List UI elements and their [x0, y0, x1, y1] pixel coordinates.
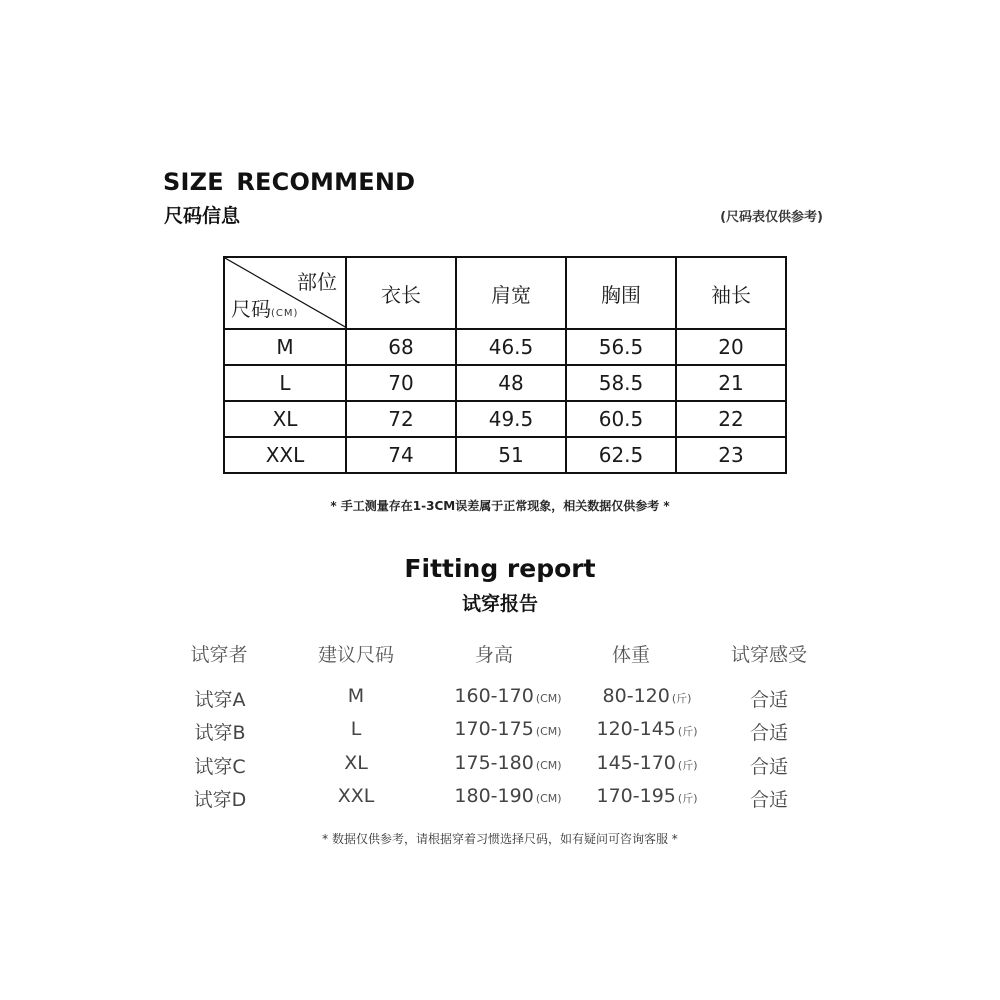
size-table — [223, 256, 787, 474]
fitting-header-height: 身高 — [474, 644, 514, 666]
weight-unit-label: (斤) — [677, 759, 698, 772]
weight-unit-label: (斤) — [677, 725, 698, 738]
fitting-size-cell: M — [347, 685, 365, 707]
fitting-header-feeling: 试穿感受 — [730, 644, 808, 666]
value-cell: 58.5 — [566, 365, 676, 401]
value-cell: 74 — [346, 437, 456, 473]
table-row — [224, 401, 786, 437]
height-unit-label: (CM) — [535, 792, 562, 805]
fitting-height-cell: 170-175 (CM) — [454, 718, 562, 740]
column-header: 胸围 — [566, 257, 676, 329]
fitting-height-cell: 160-170 (CM) — [454, 685, 562, 707]
fitting-size-cell: L — [350, 718, 362, 740]
fitting-title-en: Fitting report — [404, 554, 596, 583]
value-cell: 49.5 — [456, 401, 566, 437]
fitting-height-cell: 180-190 (CM) — [454, 785, 562, 807]
weight-unit-label: (斤) — [671, 692, 692, 705]
fitting-feeling-cell: 合适 — [749, 789, 789, 811]
value-cell: 22 — [676, 401, 786, 437]
column-header: 袖长 — [676, 257, 786, 329]
height-unit-label: (CM) — [535, 725, 562, 738]
fitting-weight-cell: 170-195 (斤) — [596, 785, 698, 807]
table-row — [224, 329, 786, 365]
value-cell: 46.5 — [456, 329, 566, 365]
value-cell: 21 — [676, 365, 786, 401]
fitting-height-cell: 175-180 (CM) — [454, 752, 562, 774]
size-cell: L — [224, 365, 346, 401]
fitting-size-cell: XL — [344, 752, 368, 774]
value-cell: 23 — [676, 437, 786, 473]
table-row — [224, 437, 786, 473]
fitting-feeling-cell: 合适 — [749, 722, 789, 744]
size-title-cn: 尺码信息 — [164, 205, 241, 227]
fitting-weight-cell: 145-170 (斤) — [596, 752, 698, 774]
corner-part-label: 部位 — [297, 270, 337, 294]
value-cell: 68 — [346, 329, 456, 365]
value-cell: 56.5 — [566, 329, 676, 365]
fitting-header-weight: 体重 — [611, 644, 651, 666]
fitting-footnote: * 数据仅供参考，请根据穿着习惯选择尺码，如有疑问可咨询客服 * — [322, 832, 678, 846]
value-cell: 20 — [676, 329, 786, 365]
fitting-weight-cell: 80-120 (斤) — [602, 685, 692, 707]
height-unit-label: (CM) — [535, 692, 562, 705]
size-cell: XXL — [224, 437, 346, 473]
fitting-tester-cell: 试穿B — [194, 722, 246, 744]
column-header: 肩宽 — [456, 257, 566, 329]
size-footnote: * 手工测量存在1-3CM误差属于正常现象，相关数据仅供参考 * — [330, 499, 670, 513]
fitting-size-cell: XXL — [337, 785, 375, 807]
corner-unit-label: (CM) — [271, 308, 299, 319]
column-header: 衣长 — [346, 257, 456, 329]
size-table-header-row — [224, 257, 786, 329]
size-reference-note: (尺码表仅供参考) — [720, 210, 823, 225]
table-row — [224, 365, 786, 401]
value-cell: 72 — [346, 401, 456, 437]
value-cell: 48 — [456, 365, 566, 401]
size-cell: M — [224, 329, 346, 365]
height-unit-label: (CM) — [535, 759, 562, 772]
value-cell: 70 — [346, 365, 456, 401]
fitting-tester-cell: 试穿D — [193, 789, 247, 811]
fitting-tester-cell: 试穿C — [194, 756, 246, 778]
fitting-header-tester: 试穿者 — [190, 644, 248, 666]
size-cell: XL — [224, 401, 346, 437]
size-table-corner-cell — [224, 257, 346, 329]
corner-size-label: 尺码(CM) — [231, 297, 299, 321]
value-cell: 62.5 — [566, 437, 676, 473]
weight-unit-label: (斤) — [677, 792, 698, 805]
size-title-en: SIZE RECOMMEND — [163, 168, 416, 196]
fitting-feeling-cell: 合适 — [749, 689, 789, 711]
fitting-tester-cell: 试穿A — [194, 689, 246, 711]
value-cell: 60.5 — [566, 401, 676, 437]
fitting-header-size: 建议尺码 — [317, 644, 395, 666]
value-cell: 51 — [456, 437, 566, 473]
fitting-feeling-cell: 合适 — [749, 756, 789, 778]
fitting-title-cn: 试穿报告 — [461, 593, 538, 615]
fitting-weight-cell: 120-145 (斤) — [596, 718, 698, 740]
